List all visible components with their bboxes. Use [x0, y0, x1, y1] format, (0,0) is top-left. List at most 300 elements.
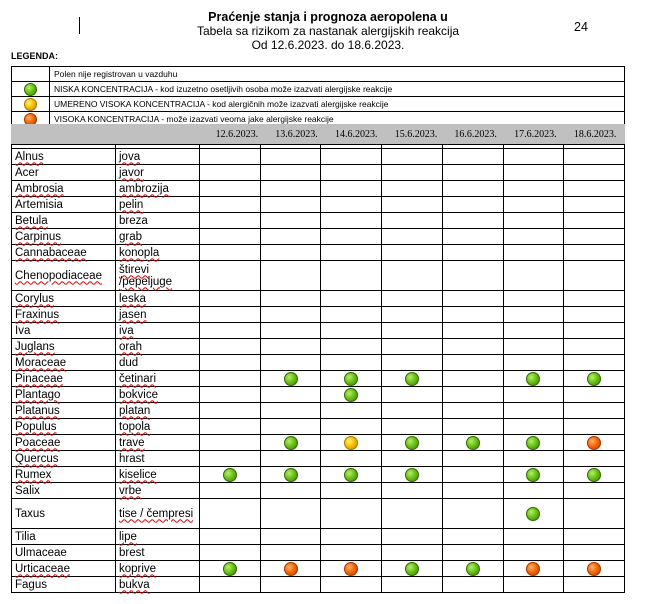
level-cell: [564, 261, 625, 291]
latin-name: Plantago: [15, 388, 61, 401]
level-cell: [200, 577, 261, 593]
level-cell: [442, 577, 503, 593]
level-cell: [382, 149, 443, 165]
level-cell: [503, 291, 564, 307]
latin-name-cell: [12, 181, 116, 197]
table-row: [12, 213, 625, 229]
table-row: [12, 291, 625, 307]
green-circle-icon: [284, 372, 298, 386]
level-cell: [382, 291, 443, 307]
latin-name: Urticaceae: [15, 562, 70, 575]
level-cell: [503, 387, 564, 403]
level-cell: [564, 371, 625, 387]
level-cell: [442, 435, 503, 451]
green-circle-icon: [587, 372, 601, 386]
level-cell: [321, 467, 382, 483]
local-name: dud: [119, 356, 139, 369]
date-header: 16.6.2023.: [454, 128, 497, 140]
level-cell: [200, 355, 261, 371]
level-cell: [321, 181, 382, 197]
level-cell: [321, 213, 382, 229]
level-cell: [382, 529, 443, 545]
table-row: [12, 435, 625, 451]
legend-icon-cell: [12, 67, 50, 82]
level-cell: [200, 529, 261, 545]
level-cell: [200, 291, 261, 307]
level-cell: [442, 291, 503, 307]
level-cell: [382, 355, 443, 371]
level-cell: [564, 245, 625, 261]
level-cell: [260, 545, 321, 561]
level-cell: [503, 245, 564, 261]
local-name: ambrozija: [119, 182, 169, 195]
level-cell: [564, 355, 625, 371]
level-cell: [503, 435, 564, 451]
level-cell: [442, 387, 503, 403]
latin-name: Cannabaceae: [15, 246, 87, 259]
local-name: trave: [119, 436, 145, 449]
local-name-cell: [116, 387, 200, 403]
latin-name: Fagus: [15, 578, 47, 591]
green-circle-icon: [405, 372, 419, 386]
level-cell: [321, 435, 382, 451]
level-cell: [200, 419, 261, 435]
level-cell: [321, 197, 382, 213]
latin-name: Platanus: [15, 404, 60, 417]
latin-name: Betula: [15, 214, 48, 227]
green-circle-icon: [344, 372, 358, 386]
table-row: [12, 261, 625, 291]
level-cell: [442, 245, 503, 261]
latin-name-cell: [12, 499, 116, 529]
pollen-table: [11, 144, 625, 593]
level-cell: [321, 261, 382, 291]
level-cell: [200, 403, 261, 419]
date-header-row: [11, 124, 625, 144]
latin-name-cell: [12, 323, 116, 339]
green-circle-icon: [344, 388, 358, 402]
latin-name: Rumex: [15, 468, 52, 481]
level-cell: [442, 529, 503, 545]
local-name: pelin: [119, 198, 144, 211]
level-cell: [564, 213, 625, 229]
local-name: vrbe: [119, 484, 142, 497]
level-cell: [503, 545, 564, 561]
green-circle-icon: [284, 468, 298, 482]
level-cell: [503, 323, 564, 339]
table-row: [12, 419, 625, 435]
orange-circle-icon: [284, 562, 298, 576]
local-name-cell: [116, 181, 200, 197]
level-cell: [382, 435, 443, 451]
level-cell: [564, 435, 625, 451]
green-circle-icon: [405, 468, 419, 482]
level-cell: [382, 577, 443, 593]
orange-circle-icon: [587, 436, 601, 450]
level-cell: [442, 323, 503, 339]
level-cell: [382, 197, 443, 213]
level-cell: [382, 387, 443, 403]
date-header: 12.6.2023.: [215, 128, 259, 140]
level-cell: [200, 545, 261, 561]
table-row: [12, 545, 625, 561]
latin-name-cell: [12, 403, 116, 419]
level-cell: [564, 499, 625, 529]
level-cell: [382, 403, 443, 419]
latin-name: Ulmaceae: [15, 546, 67, 559]
local-name: breza: [119, 214, 148, 227]
level-cell: [321, 529, 382, 545]
local-name: tise / čempresi: [119, 507, 194, 520]
level-cell: [321, 339, 382, 355]
local-name-cell: [116, 483, 200, 499]
green-circle-icon: [24, 83, 37, 96]
local-name-cell: [116, 419, 200, 435]
local-name-cell: [116, 149, 200, 165]
level-cell: [200, 197, 261, 213]
level-cell: [200, 499, 261, 529]
orange-circle-icon: [526, 562, 540, 576]
document-header: [0, 10, 656, 52]
level-cell: [200, 387, 261, 403]
level-cell: [564, 403, 625, 419]
date-header: 13.6.2023.: [275, 128, 318, 140]
level-cell: [260, 419, 321, 435]
level-cell: [382, 499, 443, 529]
latin-name: Poaceae: [15, 436, 61, 449]
level-cell: [321, 545, 382, 561]
latin-name: Salix: [15, 484, 40, 497]
level-cell: [200, 165, 261, 181]
green-circle-icon: [405, 562, 419, 576]
level-cell: [200, 339, 261, 355]
local-name-cell: [116, 307, 200, 323]
local-name-cell: [116, 529, 200, 545]
level-cell: [442, 165, 503, 181]
level-cell: [442, 483, 503, 499]
table-row: [12, 529, 625, 545]
green-circle-icon: [405, 436, 419, 450]
legend-row: [12, 67, 625, 82]
local-name-cell: [116, 545, 200, 561]
level-cell: [382, 213, 443, 229]
table-row: [12, 403, 625, 419]
level-cell: [442, 545, 503, 561]
level-cell: [260, 149, 321, 165]
level-cell: [503, 181, 564, 197]
local-name: lipe: [119, 530, 137, 543]
legend-row: [12, 82, 625, 97]
level-cell: [200, 261, 261, 291]
level-cell: [564, 529, 625, 545]
level-cell: [200, 245, 261, 261]
latin-name-cell: [12, 149, 116, 165]
level-cell: [321, 355, 382, 371]
legend-icon-cell: [12, 97, 50, 112]
level-cell: [382, 561, 443, 577]
latin-name: Iva: [15, 324, 31, 337]
level-cell: [260, 435, 321, 451]
level-cell: [442, 261, 503, 291]
level-cell: [382, 165, 443, 181]
local-name: leska: [119, 292, 146, 305]
local-name: orah: [119, 340, 143, 353]
local-name-cell: [116, 229, 200, 245]
level-cell: [442, 499, 503, 529]
level-cell: [200, 435, 261, 451]
latin-name-cell: [12, 561, 116, 577]
latin-name-cell: [12, 229, 116, 245]
latin-name-cell: [12, 451, 116, 467]
level-cell: [200, 483, 261, 499]
level-cell: [503, 403, 564, 419]
local-name: kiselice: [119, 468, 157, 481]
local-name-cell: [116, 213, 200, 229]
local-name-cell: [116, 245, 200, 261]
green-circle-icon: [526, 468, 540, 482]
table-row: [12, 245, 625, 261]
green-circle-icon: [466, 562, 480, 576]
level-cell: [321, 307, 382, 323]
latin-name-cell: [12, 197, 116, 213]
level-cell: [321, 577, 382, 593]
local-name: bokvice: [119, 388, 158, 401]
local-name-cell: [116, 355, 200, 371]
level-cell: [503, 483, 564, 499]
level-cell: [564, 229, 625, 245]
level-cell: [321, 149, 382, 165]
local-name-cell: [116, 339, 200, 355]
level-cell: [503, 577, 564, 593]
table-row: [12, 165, 625, 181]
level-cell: [503, 419, 564, 435]
local-name: koprive: [119, 562, 157, 575]
table-row: [12, 577, 625, 593]
local-name-cell: [116, 261, 200, 291]
level-cell: [260, 165, 321, 181]
table-row: [12, 467, 625, 483]
local-name-cell: [116, 435, 200, 451]
latin-name-cell: [12, 419, 116, 435]
level-cell: [260, 451, 321, 467]
table-row: [12, 229, 625, 245]
green-circle-icon: [466, 436, 480, 450]
level-cell: [503, 213, 564, 229]
latin-name: Carpinus: [15, 230, 62, 243]
green-circle-icon: [223, 468, 237, 482]
level-cell: [442, 561, 503, 577]
green-circle-icon: [284, 436, 298, 450]
level-cell: [564, 545, 625, 561]
level-cell: [503, 149, 564, 165]
local-name-cell: [116, 577, 200, 593]
table-row: [12, 355, 625, 371]
local-name-cell: [116, 499, 200, 529]
level-cell: [260, 245, 321, 261]
legend-table: [11, 66, 625, 127]
level-cell: [260, 291, 321, 307]
legend-text: VISOKA KONCENTRACIJA - može izazvati veoma jake alergijske reakcije: [50, 112, 625, 127]
level-cell: [503, 197, 564, 213]
latin-name-cell: [12, 291, 116, 307]
level-cell: [564, 387, 625, 403]
level-cell: [382, 371, 443, 387]
level-cell: [321, 229, 382, 245]
table-row: [12, 181, 625, 197]
level-cell: [260, 483, 321, 499]
level-cell: [200, 451, 261, 467]
level-cell: [200, 181, 261, 197]
level-cell: [382, 245, 443, 261]
local-name-cell: [116, 165, 200, 181]
level-cell: [260, 371, 321, 387]
local-name: grab: [119, 230, 143, 243]
page-number: 24: [574, 20, 588, 34]
level-cell: [382, 339, 443, 355]
level-cell: [503, 499, 564, 529]
level-cell: [260, 561, 321, 577]
level-cell: [260, 339, 321, 355]
latin-name-cell: [12, 339, 116, 355]
latin-name: Ambrosia: [15, 182, 64, 195]
level-cell: [382, 229, 443, 245]
yellow-circle-icon: [344, 436, 358, 450]
level-cell: [200, 213, 261, 229]
table-row: [12, 339, 625, 355]
level-cell: [382, 545, 443, 561]
level-cell: [260, 323, 321, 339]
green-circle-icon: [526, 436, 540, 450]
latin-name: Quercus: [15, 452, 59, 465]
level-cell: [503, 165, 564, 181]
level-cell: [200, 561, 261, 577]
level-cell: [503, 561, 564, 577]
level-cell: [442, 451, 503, 467]
green-circle-icon: [526, 372, 540, 386]
level-cell: [382, 483, 443, 499]
level-cell: [564, 451, 625, 467]
level-cell: [564, 165, 625, 181]
table-row: [12, 197, 625, 213]
date-header: 14.6.2023.: [335, 128, 378, 140]
table-row: [12, 387, 625, 403]
level-cell: [200, 467, 261, 483]
level-cell: [382, 307, 443, 323]
latin-name: Fraxinus: [15, 308, 60, 321]
latin-name-cell: [12, 307, 116, 323]
level-cell: [564, 419, 625, 435]
text-cursor: [79, 17, 80, 34]
legend-icon-cell: [12, 82, 50, 97]
green-circle-icon: [344, 468, 358, 482]
latin-name: Tilia: [15, 530, 36, 543]
latin-name-cell: [12, 529, 116, 545]
level-cell: [442, 403, 503, 419]
level-cell: [382, 467, 443, 483]
orange-circle-icon: [587, 562, 601, 576]
latin-name: Moraceae: [15, 356, 67, 369]
legend-text: NISKA KONCENTRACIJA - kod izuzetno osetljivih osoba može izazvati alergijske reakcije: [50, 82, 625, 97]
level-cell: [442, 149, 503, 165]
local-name: četinari: [119, 372, 157, 385]
latin-name: Alnus: [15, 150, 44, 163]
level-cell: [200, 307, 261, 323]
latin-name-cell: [12, 483, 116, 499]
level-cell: [564, 149, 625, 165]
local-name-cell: [116, 467, 200, 483]
latin-name-cell: [12, 435, 116, 451]
local-name-cell: [116, 323, 200, 339]
green-circle-icon: [526, 507, 540, 521]
legend-text: Polen nije registrovan u vazduhu: [50, 67, 625, 82]
level-cell: [442, 339, 503, 355]
level-cell: [564, 467, 625, 483]
level-cell: [260, 467, 321, 483]
level-cell: [564, 197, 625, 213]
level-cell: [321, 451, 382, 467]
level-cell: [260, 355, 321, 371]
local-name: javor: [119, 166, 144, 179]
legend-title: LEGENDA:: [11, 51, 58, 61]
level-cell: [321, 561, 382, 577]
level-cell: [564, 561, 625, 577]
level-cell: [200, 371, 261, 387]
local-name: topola: [119, 420, 151, 433]
level-cell: [442, 181, 503, 197]
latin-name: Juglans: [15, 340, 55, 353]
level-cell: [260, 307, 321, 323]
level-cell: [260, 213, 321, 229]
level-cell: [564, 577, 625, 593]
table-row: [12, 307, 625, 323]
date-header: 18.6.2023.: [573, 128, 617, 140]
level-cell: [200, 323, 261, 339]
level-cell: [321, 371, 382, 387]
level-cell: [260, 403, 321, 419]
local-name: konopla: [119, 246, 160, 259]
document-subtitle: Tabela sa rizikom za nastanak alergijskih reakcija: [196, 24, 460, 38]
level-cell: [442, 467, 503, 483]
table-row: [12, 451, 625, 467]
level-cell: [442, 197, 503, 213]
date-header: 15.6.2023.: [394, 128, 438, 140]
level-cell: [503, 229, 564, 245]
level-cell: [200, 229, 261, 245]
date-header-blank: [11, 124, 207, 144]
level-cell: [564, 181, 625, 197]
latin-name-cell: [12, 387, 116, 403]
level-cell: [382, 419, 443, 435]
local-name-cell: [116, 451, 200, 467]
level-cell: [321, 323, 382, 339]
local-name: hrast: [119, 452, 145, 465]
local-name-cell: [116, 291, 200, 307]
latin-name: Corylus: [15, 292, 54, 305]
date-header: 17.6.2023.: [514, 128, 557, 140]
latin-name-cell: [12, 371, 116, 387]
level-cell: [503, 451, 564, 467]
local-name: iva: [119, 324, 134, 337]
level-cell: [321, 165, 382, 181]
local-name: jova: [119, 150, 141, 163]
table-row: [12, 483, 625, 499]
level-cell: [442, 229, 503, 245]
level-cell: [321, 419, 382, 435]
latin-name-cell: [12, 165, 116, 181]
level-cell: [382, 451, 443, 467]
level-cell: [260, 529, 321, 545]
level-cell: [503, 467, 564, 483]
